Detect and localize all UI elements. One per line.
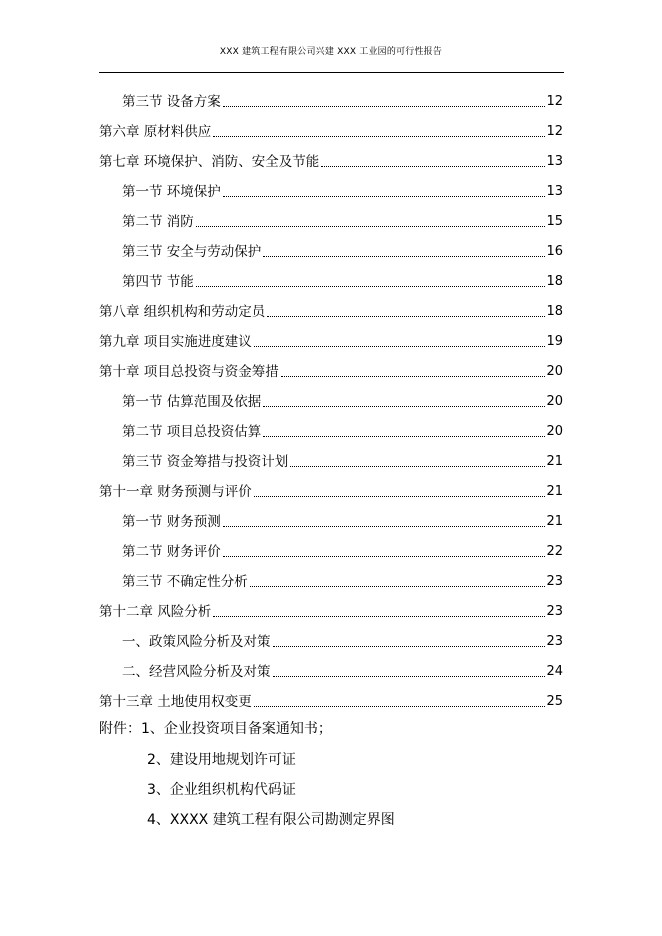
toc-entry-page: 18 — [546, 304, 563, 319]
toc-entry-5[interactable] — [122, 209, 563, 231]
toc-entry-title: 第三节 不确定性分析 — [122, 574, 248, 590]
toc-entry-title: 第二节 消防 — [122, 214, 194, 230]
toc-dot-leader — [290, 466, 545, 467]
toc-entry-21[interactable] — [99, 689, 563, 711]
toc-entry-page: 12 — [546, 124, 563, 139]
appendix-lead: 附件：1、企业投资项目备案通知书； — [99, 721, 332, 737]
toc-dot-leader — [196, 226, 546, 227]
toc-entry-page: 19 — [546, 334, 563, 349]
toc-entry-8[interactable] — [99, 299, 563, 321]
toc-entry-page: 23 — [546, 604, 563, 619]
toc-entry-title: 第一节 环境保护 — [122, 184, 221, 200]
toc-dot-leader — [223, 106, 546, 107]
toc-entry-16[interactable] — [122, 539, 563, 561]
toc-entry-9[interactable] — [99, 329, 563, 351]
toc-entry-13[interactable] — [122, 449, 563, 471]
toc-entry-page: 25 — [546, 694, 563, 709]
toc-entry-title: 第十一章 财务预测与评价 — [99, 484, 252, 500]
toc-dot-leader — [223, 556, 546, 557]
toc-dot-leader — [223, 526, 546, 527]
toc-entry-title: 第三节 资金筹措与投资计划 — [122, 454, 289, 470]
toc-entry-title: 一、政策风险分析及对策 — [122, 634, 271, 650]
toc-entry-title: 第十三章 土地使用权变更 — [99, 694, 252, 710]
toc-entry-page: 13 — [546, 154, 563, 169]
toc-entry-title: 第一节 财务预测 — [122, 514, 221, 530]
toc-entry-6[interactable] — [122, 239, 563, 261]
toc-entry-title: 第九章 项目实施进度建议 — [99, 334, 252, 350]
page-header: XXX 建筑工程有限公司兴建 XXX 工业园的可行性报告 — [219, 47, 443, 57]
toc-entry-11[interactable] — [122, 389, 563, 411]
toc-entry-title: 第十章 项目总投资与资金筹措 — [99, 364, 279, 380]
toc-entry-title: 第六章 原材料供应 — [99, 124, 212, 140]
toc-dot-leader — [273, 676, 546, 677]
toc-entry-page: 21 — [546, 454, 563, 469]
toc-entry-15[interactable] — [122, 509, 563, 531]
toc-entry-2[interactable] — [99, 119, 563, 141]
toc-entry-page: 20 — [546, 364, 563, 379]
toc-dot-leader — [254, 496, 546, 497]
appendix-item: 4、XXXX 建筑工程有限公司勘测定界图 — [147, 812, 395, 828]
toc-entry-page: 21 — [546, 514, 563, 529]
toc-entry-19[interactable] — [122, 629, 563, 651]
toc-dot-leader — [223, 196, 546, 197]
toc-entry-7[interactable] — [122, 269, 563, 291]
toc-entry-3[interactable] — [99, 149, 563, 171]
toc-entry-title: 第十二章 风险分析 — [99, 604, 212, 620]
toc-entry-title: 第三节 设备方案 — [122, 94, 221, 110]
toc-dot-leader — [213, 136, 545, 137]
toc-entry-12[interactable] — [122, 419, 563, 441]
toc-entry-title: 第二节 项目总投资估算 — [122, 424, 262, 440]
toc-entry-page: 12 — [546, 94, 563, 109]
toc-entry-page: 13 — [546, 184, 563, 199]
toc-entry-page: 20 — [546, 394, 563, 409]
toc-dot-leader — [273, 646, 546, 647]
toc-entry-page: 16 — [546, 244, 563, 259]
toc-entry-10[interactable] — [99, 359, 563, 381]
toc-entry-20[interactable] — [122, 659, 563, 681]
toc-dot-leader — [281, 376, 546, 377]
toc-entry-page: 20 — [546, 424, 563, 439]
toc-entry-title: 第七章 环境保护、消防、安全及节能 — [99, 154, 320, 170]
toc-entry-page: 18 — [546, 274, 563, 289]
toc-dot-leader — [250, 586, 546, 587]
toc-entry-page: 24 — [546, 664, 563, 679]
toc-entry-title: 第一节 估算范围及依据 — [122, 394, 262, 410]
toc-entry-title: 二、经营风险分析及对策 — [122, 664, 271, 680]
appendix-item: 3、企业组织机构代码证 — [147, 782, 296, 798]
toc-entry-page: 15 — [546, 214, 563, 229]
toc-entry-page: 23 — [546, 574, 563, 589]
toc-entry-title: 第四节 节能 — [122, 274, 194, 290]
toc-entry-14[interactable] — [99, 479, 563, 501]
toc-entry-1[interactable] — [122, 89, 563, 111]
toc-entry-page: 23 — [546, 634, 563, 649]
toc-entry-4[interactable] — [122, 179, 563, 201]
toc-entry-page: 22 — [546, 544, 563, 559]
toc-entry-title: 第八章 组织机构和劳动定员 — [99, 304, 266, 320]
appendix-item: 2、建设用地规划许可证 — [147, 752, 296, 768]
toc-entry-17[interactable] — [122, 569, 563, 591]
toc-entry-title: 第二节 财务评价 — [122, 544, 221, 560]
toc-entry-title: 第三节 安全与劳动保护 — [122, 244, 262, 260]
toc-dot-leader — [263, 406, 545, 407]
toc-entry-page: 21 — [546, 484, 563, 499]
toc-dot-leader — [321, 166, 545, 167]
toc-dot-leader — [263, 256, 545, 257]
toc-dot-leader — [267, 316, 545, 317]
toc-dot-leader — [213, 616, 545, 617]
toc-dot-leader — [196, 286, 546, 287]
toc-dot-leader — [254, 706, 546, 707]
toc-dot-leader — [263, 436, 545, 437]
header-divider — [99, 72, 564, 73]
toc-dot-leader — [254, 346, 546, 347]
toc-entry-18[interactable] — [99, 599, 563, 621]
